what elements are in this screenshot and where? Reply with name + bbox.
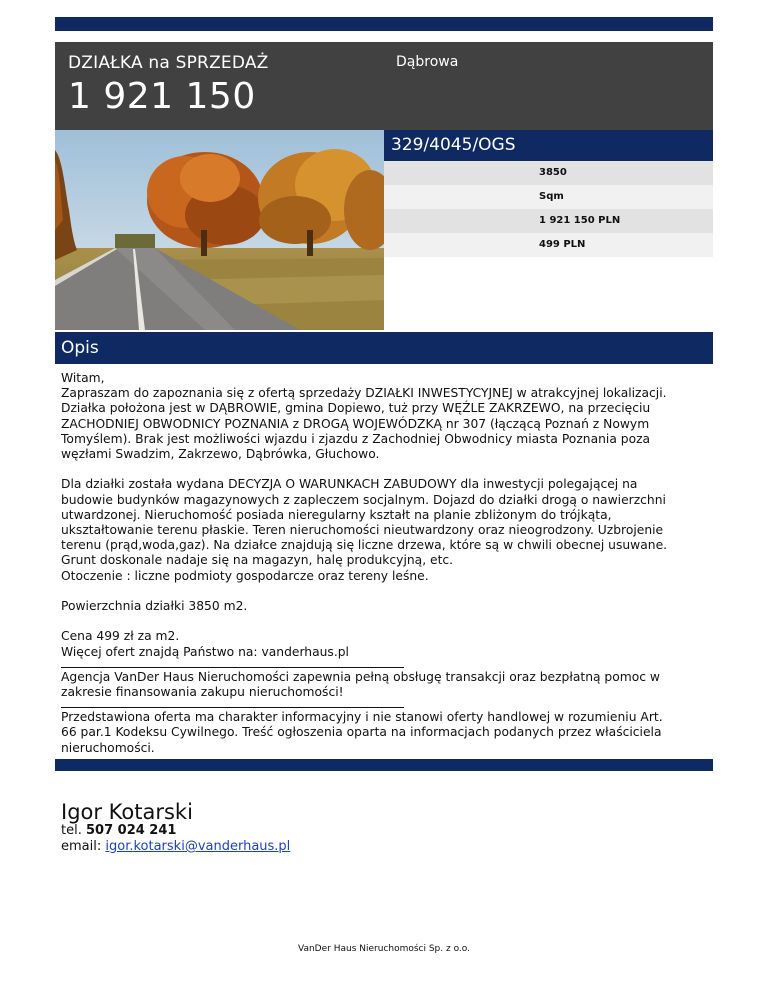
listing-price: 1 921 150 <box>68 76 256 117</box>
description-line: budowie budynków magazynowych z zapleczem socjalnym. Dojazd do działki drogą o nawierzchni <box>61 492 666 507</box>
separator-rule <box>61 700 404 708</box>
description-heading: Opis <box>61 338 99 358</box>
detail-row-price-per-m2 <box>384 233 713 257</box>
listing-type: DZIAŁKA na SPRZEDAŻ <box>68 53 269 73</box>
agent-name: Igor Kotarski <box>61 800 193 824</box>
disclaimer-line: Przedstawiona oferta ma charakter informacyjny i nie stanowi oferty handlowej w rozumieniu Art. <box>61 710 663 725</box>
agent-email-label: email: <box>61 839 102 854</box>
footer-company: VanDer Haus Nieruchomości Sp. z o.o. <box>298 944 470 954</box>
description-line: Więcej ofert znajdą Państwo na: vanderhaus.pl <box>61 644 349 659</box>
detail-row-unit <box>384 185 713 209</box>
listing-location: Dąbrowa <box>396 54 459 70</box>
description-spacer <box>61 614 709 629</box>
detail-area-value: 3850 <box>539 167 567 178</box>
description-line: Tomyślem). Brak jest możliwości wjazdu i zjazdu z Zachodniej Obwodnicy miasta Poznania poza <box>61 431 651 446</box>
description-line: Powierzchnia działki 3850 m2. <box>61 599 248 614</box>
description-line: ukształtowanie terenu płaskie. Teren nieruchomości nieutwardzony oraz nieogrodzony. Uzbrojenie <box>61 523 664 538</box>
detail-row-area <box>384 161 713 185</box>
description-spacer <box>61 584 709 599</box>
detail-price-per-m2-value: 499 PLN <box>539 239 586 250</box>
disclaimer-line: nieruchomości. <box>61 740 155 755</box>
agent-phone-number[interactable]: 507 024 241 <box>85 823 177 838</box>
agent-email <box>61 839 290 854</box>
description-line: Cena 499 zł za m2. <box>61 629 180 644</box>
description-line: Otoczenie : liczne podmioty gospodarcze oraz tereny leśne. <box>61 568 429 583</box>
description-spacer <box>61 462 709 477</box>
description-line: Witam, <box>61 371 105 385</box>
description-line: ZACHODNIEJ OBWODNICY POZNANIA z DROGĄ WOJEWÓDZKĄ nr 307 (łączącą Poznań z Nowym <box>61 416 650 431</box>
separator-rule <box>61 660 404 668</box>
agency-note-line: Agencja VanDer Haus Nieruchomości zapewnia pełną obsługę transakcji oraz bezpłatną pomoc w <box>61 669 660 684</box>
listing-header <box>55 42 713 130</box>
agent-email-link[interactable]: igor.kotarski@vanderhaus.pl <box>105 839 291 854</box>
description-line: węzłami Swadzim, Zakrzewo, Dąbrówka, Głuchowo. <box>61 447 380 462</box>
agent-phone <box>61 823 176 838</box>
agency-note-line: zakresie finansowania zakupu nieruchomości! <box>61 685 344 700</box>
description-line: terenu (prąd,woda,gaz). Na działce znajdują się liczne drzewa, które są w chwili obecnej usuwane. <box>61 538 668 553</box>
bottom-accent-bar <box>55 759 713 771</box>
disclaimer-line: 66 par.1 Kodeksu Cywilnego. Treść ogłoszenia oparta na informacjach podanych przez właściciela <box>61 725 662 740</box>
top-accent-bar <box>55 17 713 31</box>
detail-price-value: 1 921 150 PLN <box>539 215 621 226</box>
detail-row-price <box>384 209 713 233</box>
description-line: Grunt doskonale nadaje się na magazyn, halę produkcyjną, etc. <box>61 553 454 568</box>
description-body <box>61 371 709 756</box>
description-heading-bar <box>55 332 713 364</box>
listing-reference-bar <box>384 130 713 161</box>
description-line: Dla działki została wydana DECYZJA O WARUNKACH ZABUDOWY dla inwestycji polegającej na <box>61 477 638 492</box>
description-line: utwardzonej. Nieruchomość posiada nieregularny kształt na planie zbliżonym do trójkąta, <box>61 507 612 522</box>
description-line: Zapraszam do zapoznania się z ofertą sprzedaży DZIAŁKI INWESTYCYJNEJ w atrakcyjnej lokalizacji. <box>61 386 667 401</box>
description-main-text <box>61 371 709 660</box>
detail-unit-value: Sqm <box>539 191 564 202</box>
description-line: Działka położona jest w DĄBROWIE, gmina Dopiewo, tuż przy WĘŹLE ZAKRZEWO, na przecięciu <box>61 401 651 416</box>
listing-reference: 329/4045/OGS <box>391 135 516 155</box>
autumn-trees-road-photo <box>55 130 384 330</box>
agent-phone-label: tel. <box>61 823 82 838</box>
